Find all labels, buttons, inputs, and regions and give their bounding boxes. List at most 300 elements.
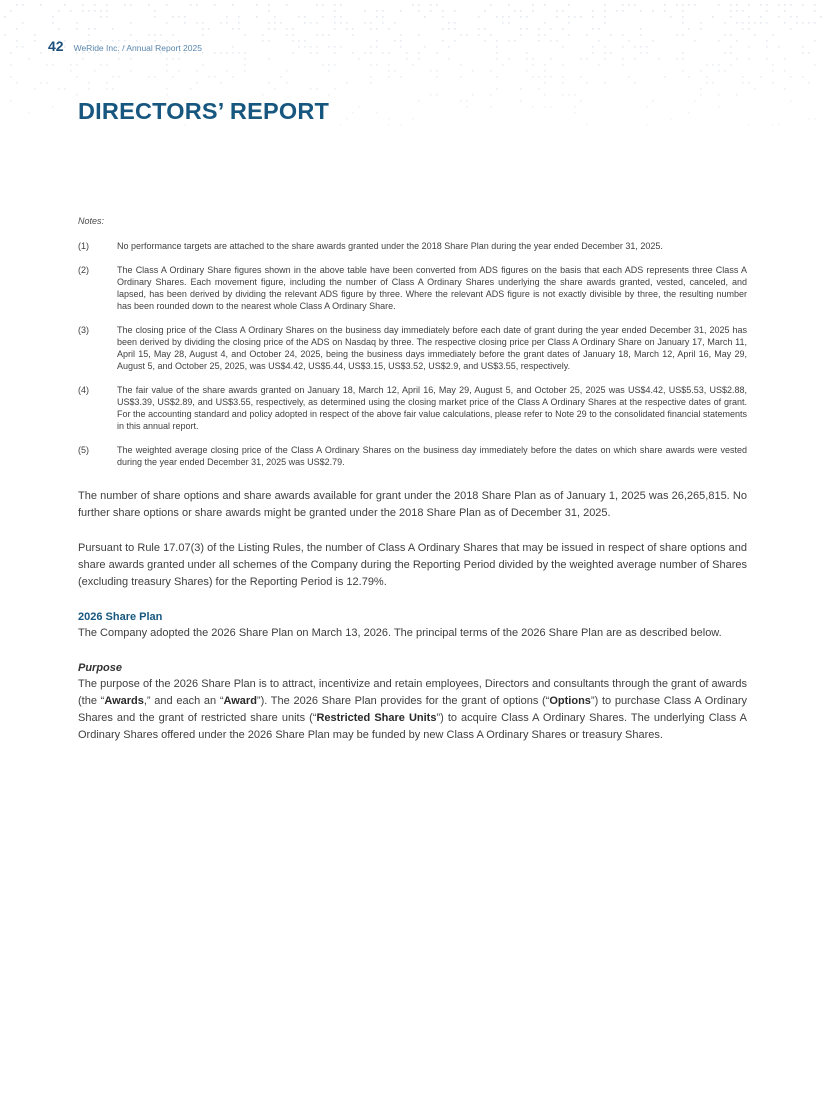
decorative-dot <box>286 82 288 84</box>
decorative-dot <box>304 22 306 24</box>
decorative-dot <box>208 28 210 30</box>
decorative-dot <box>46 82 48 84</box>
decorative-dot <box>16 28 18 30</box>
decorative-dot <box>448 58 450 60</box>
decorative-dot <box>724 70 726 72</box>
decorative-dot <box>682 52 684 54</box>
decorative-dot <box>808 22 810 24</box>
note-text: The Class A Ordinary Share figures shown in the above table have been converted from ADS figures on the basis that each ADS represents three Class A Ordinary Shares. Each movement figure, including the number of Class A Ordinary Shares underlying the share awards granted, vested, canceled, and lapsed, has been derived by dividing the relevant ADS figure by three. Where the relevant ADS figure is not exactly divisible by three, the resulting number has been rounded down to the nearest whole Class A Ordinary Share. <box>117 265 747 311</box>
decorative-dot <box>814 118 816 120</box>
decorative-dot <box>466 34 468 36</box>
decorative-dot <box>640 10 642 12</box>
decorative-dot <box>442 16 444 18</box>
decorative-dot <box>388 76 390 78</box>
decorative-dot <box>388 28 390 30</box>
decorative-dot <box>334 46 336 48</box>
decorative-dot <box>742 82 744 84</box>
decorative-dot <box>496 52 498 54</box>
decorative-dot <box>514 10 516 12</box>
decorative-dot <box>598 28 600 30</box>
decorative-dot <box>70 70 72 72</box>
decorative-dot <box>718 70 720 72</box>
decorative-dot <box>88 28 90 30</box>
decorative-dot <box>286 34 288 36</box>
decorative-dot <box>496 16 498 18</box>
decorative-dot <box>172 16 174 18</box>
decorative-dot <box>16 40 18 42</box>
decorative-dot <box>508 16 510 18</box>
defined-term-awards: Awards <box>104 695 144 707</box>
decorative-dot <box>304 40 306 42</box>
decorative-dot <box>334 28 336 30</box>
decorative-dot <box>40 82 42 84</box>
decorative-dot <box>730 34 732 36</box>
page-number: 42 <box>48 38 64 54</box>
decorative-dot <box>682 70 684 72</box>
decorative-dot <box>382 22 384 24</box>
decorative-dot <box>538 88 540 90</box>
note-text: No performance targets are attached to the share awards granted under the 2018 Share Plan during the year ended December 31, 2025. <box>117 241 663 251</box>
decorative-dot <box>418 10 420 12</box>
decorative-dot <box>622 10 624 12</box>
decorative-dot <box>82 4 84 6</box>
decorative-dot <box>166 64 168 66</box>
decorative-dot <box>436 94 438 96</box>
decorative-dot <box>532 106 534 108</box>
decorative-dot <box>790 76 792 78</box>
decorative-dot <box>328 94 330 96</box>
decorative-dot <box>316 34 318 36</box>
decorative-dot <box>226 22 228 24</box>
decorative-dot <box>166 22 168 24</box>
decorative-dot <box>610 34 612 36</box>
note-number: (2) <box>78 265 89 275</box>
decorative-dot <box>10 10 12 12</box>
decorative-dot <box>622 58 624 60</box>
decorative-dot <box>664 4 666 6</box>
decorative-dot <box>70 10 72 12</box>
decorative-dot <box>802 46 804 48</box>
note-number: (5) <box>78 445 89 455</box>
decorative-dot <box>130 22 132 24</box>
decorative-dot <box>82 10 84 12</box>
decorative-dot <box>244 52 246 54</box>
decorative-dot <box>784 70 786 72</box>
section-heading-2026-share-plan: 2026 Share Plan <box>78 611 163 623</box>
decorative-dot <box>166 4 168 6</box>
decorative-dot <box>388 124 390 126</box>
decorative-dot <box>496 46 498 48</box>
decorative-dot <box>634 4 636 6</box>
decorative-dot <box>688 28 690 30</box>
decorative-dot <box>628 4 630 6</box>
decorative-dot <box>604 16 606 18</box>
plan-intro-paragraph: The Company adopted the 2026 Share Plan on March 13, 2026. The principal terms of the 2026 Share Plan are as described below. <box>78 627 722 639</box>
decorative-dot <box>586 124 588 126</box>
decorative-dot <box>244 34 246 36</box>
decorative-dot <box>490 94 492 96</box>
decorative-dot <box>772 70 774 72</box>
decorative-dot <box>484 40 486 42</box>
decorative-dot <box>280 22 282 24</box>
decorative-dot <box>586 58 588 60</box>
decorative-dot <box>808 82 810 84</box>
decorative-dot <box>568 34 570 36</box>
decorative-dot <box>682 10 684 12</box>
decorative-dot <box>454 10 456 12</box>
decorative-dot <box>346 28 348 30</box>
decorative-dot <box>526 16 528 18</box>
decorative-dot <box>526 28 528 30</box>
decorative-dot <box>682 22 684 24</box>
decorative-dot <box>388 118 390 120</box>
decorative-dot <box>226 70 228 72</box>
decorative-dot <box>460 100 462 102</box>
decorative-dot <box>766 10 768 12</box>
defined-term-options: Options <box>549 695 591 707</box>
decorative-dot <box>76 64 78 66</box>
decorative-dot <box>406 58 408 60</box>
decorative-dot <box>268 82 270 84</box>
decorative-dot <box>778 16 780 18</box>
decorative-dot <box>334 88 336 90</box>
decorative-dot <box>544 94 546 96</box>
decorative-dot <box>490 34 492 36</box>
decorative-dot <box>562 28 564 30</box>
decorative-dot <box>196 22 198 24</box>
decorative-dot <box>694 40 696 42</box>
decorative-dot <box>388 64 390 66</box>
decorative-dot <box>394 70 396 72</box>
decorative-dot <box>460 76 462 78</box>
decorative-dot <box>778 124 780 126</box>
decorative-dot <box>202 52 204 54</box>
decorative-dot <box>730 16 732 18</box>
decorative-dot <box>580 76 582 78</box>
decorative-dot <box>514 40 516 42</box>
decorative-dot <box>502 22 504 24</box>
decorative-dot <box>586 34 588 36</box>
decorative-dot <box>496 40 498 42</box>
decorative-dot <box>292 40 294 42</box>
decorative-dot <box>346 82 348 84</box>
decorative-dot <box>520 10 522 12</box>
decorative-dot <box>688 76 690 78</box>
decorative-dot <box>508 4 510 6</box>
note-number: (3) <box>78 325 89 335</box>
decorative-dot <box>736 4 738 6</box>
decorative-dot <box>10 64 12 66</box>
decorative-dot <box>340 124 342 126</box>
decorative-dot <box>658 58 660 60</box>
decorative-dot <box>22 46 24 48</box>
decorative-dot <box>178 16 180 18</box>
decorative-dot <box>214 4 216 6</box>
decorative-dot <box>598 64 600 66</box>
decorative-dot <box>130 70 132 72</box>
decorative-dot <box>520 28 522 30</box>
decorative-dot <box>112 76 114 78</box>
decorative-dot <box>718 106 720 108</box>
decorative-dot <box>478 34 480 36</box>
decorative-dot <box>562 82 564 84</box>
decorative-dot <box>298 16 300 18</box>
decorative-dot <box>10 76 12 78</box>
decorative-dot <box>64 4 66 6</box>
decorative-dot <box>64 88 66 90</box>
decorative-dot <box>202 64 204 66</box>
decorative-dot <box>766 58 768 60</box>
decorative-dot <box>322 4 324 6</box>
decorative-dot <box>562 10 564 12</box>
decorative-dot <box>112 88 114 90</box>
decorative-dot <box>532 76 534 78</box>
note-item <box>78 444 747 468</box>
decorative-dot <box>394 40 396 42</box>
decorative-dot <box>196 4 198 6</box>
decorative-dot <box>220 22 222 24</box>
decorative-dot <box>400 46 402 48</box>
decorative-dot <box>640 28 642 30</box>
decorative-dot <box>544 70 546 72</box>
decorative-dot <box>118 58 120 60</box>
decorative-dot <box>688 112 690 114</box>
decorative-dot <box>730 10 732 12</box>
defined-term-award: Award <box>223 695 257 707</box>
decorative-dot <box>562 76 564 78</box>
decorative-dot <box>214 52 216 54</box>
decorative-dot <box>178 70 180 72</box>
decorative-dot <box>268 40 270 42</box>
decorative-dot <box>730 46 732 48</box>
decorative-dot <box>700 28 702 30</box>
decorative-dot <box>316 46 318 48</box>
decorative-dot <box>274 22 276 24</box>
decorative-dot <box>22 4 24 6</box>
decorative-dot <box>232 46 234 48</box>
decorative-dot <box>346 118 348 120</box>
decorative-dot <box>376 10 378 12</box>
decorative-dot <box>760 76 762 78</box>
decorative-dot <box>568 22 570 24</box>
decorative-dot <box>622 4 624 6</box>
decorative-dot <box>772 34 774 36</box>
decorative-dot <box>784 22 786 24</box>
decorative-dot <box>628 40 630 42</box>
decorative-dot <box>574 94 576 96</box>
decorative-dot <box>232 52 234 54</box>
decorative-dot <box>202 34 204 36</box>
decorative-dot <box>310 22 312 24</box>
decorative-dot <box>4 16 6 18</box>
decorative-dot <box>358 106 360 108</box>
decorative-dot <box>592 46 594 48</box>
decorative-dot <box>784 4 786 6</box>
decorative-dot <box>238 28 240 30</box>
decorative-dot <box>376 40 378 42</box>
decorative-dot <box>334 22 336 24</box>
decorative-dot <box>376 28 378 30</box>
decorative-dot <box>400 124 402 126</box>
decorative-dot <box>268 28 270 30</box>
decorative-dot <box>532 10 534 12</box>
decorative-dot <box>202 22 204 24</box>
decorative-dot <box>748 22 750 24</box>
decorative-dot <box>802 76 804 78</box>
decorative-dot <box>334 52 336 54</box>
decorative-dot <box>286 28 288 30</box>
decorative-dot <box>634 82 636 84</box>
decorative-dot <box>280 76 282 78</box>
decorative-dot <box>388 70 390 72</box>
decorative-dot <box>430 10 432 12</box>
decorative-dot <box>100 64 102 66</box>
decorative-dot <box>394 22 396 24</box>
decorative-dot <box>766 46 768 48</box>
decorative-dot <box>100 16 102 18</box>
decorative-dot <box>676 4 678 6</box>
decorative-dot <box>424 46 426 48</box>
decorative-dot <box>490 70 492 72</box>
decorative-dot <box>412 4 414 6</box>
share-availability-paragraph: The number of share options and share awards available for grant under the 2018 Share Plan as of January 1, 2025 was 26,265,815. No further share options or share awards might be granted under the 2018 Share Plan as of December 31, 2025. <box>78 490 747 519</box>
decorative-dot <box>226 52 228 54</box>
decorative-dot <box>370 64 372 66</box>
decorative-dot <box>238 16 240 18</box>
decorative-dot <box>622 46 624 48</box>
decorative-dot <box>760 22 762 24</box>
decorative-dot <box>430 94 432 96</box>
decorative-dot <box>106 82 108 84</box>
decorative-dot <box>556 16 558 18</box>
decorative-dot <box>178 58 180 60</box>
decorative-dot <box>640 34 642 36</box>
decorative-dot <box>694 4 696 6</box>
decorative-dot <box>646 46 648 48</box>
decorative-dot <box>586 82 588 84</box>
decorative-dot <box>262 94 264 96</box>
decorative-dot <box>28 112 30 114</box>
decorative-dot <box>16 46 18 48</box>
decorative-dot <box>76 94 78 96</box>
decorative-dot <box>460 64 462 66</box>
decorative-dot <box>526 70 528 72</box>
decorative-dot <box>706 76 708 78</box>
decorative-dot <box>508 58 510 60</box>
decorative-dot <box>790 100 792 102</box>
decorative-dot <box>148 76 150 78</box>
decorative-dot <box>748 4 750 6</box>
decorative-dot <box>196 82 198 84</box>
decorative-dot <box>82 58 84 60</box>
decorative-dot <box>814 10 816 12</box>
decorative-dot <box>748 46 750 48</box>
decorative-dot <box>172 34 174 36</box>
decorative-dot <box>640 52 642 54</box>
decorative-dot <box>118 76 120 78</box>
decorative-dot <box>112 28 114 30</box>
decorative-dot <box>730 4 732 6</box>
decorative-dot <box>676 58 678 60</box>
decorative-dot <box>436 52 438 54</box>
decorative-dot <box>274 28 276 30</box>
decorative-dot <box>712 16 714 18</box>
decorative-dot <box>262 40 264 42</box>
decorative-dot <box>790 28 792 30</box>
decorative-dot <box>202 28 204 30</box>
decorative-dot <box>316 88 318 90</box>
decorative-dot <box>574 112 576 114</box>
decorative-dot <box>34 40 36 42</box>
decorative-dot <box>742 10 744 12</box>
decorative-dot <box>328 34 330 36</box>
decorative-dot <box>304 16 306 18</box>
decorative-dot <box>784 58 786 60</box>
purpose-text: ,” and each an “ <box>143 695 224 707</box>
decorative-dot <box>610 52 612 54</box>
decorative-dot <box>130 34 132 36</box>
decorative-dot <box>814 64 816 66</box>
decorative-dot <box>418 34 420 36</box>
decorative-dot <box>718 64 720 66</box>
decorative-dot <box>310 52 312 54</box>
decorative-dot <box>46 64 48 66</box>
decorative-dot <box>718 40 720 42</box>
decorative-dot <box>244 64 246 66</box>
decorative-dot <box>646 124 648 126</box>
decorative-dot <box>472 94 474 96</box>
decorative-dot <box>802 52 804 54</box>
decorative-dot <box>742 28 744 30</box>
decorative-dot <box>352 34 354 36</box>
decorative-dot <box>808 118 810 120</box>
decorative-dot <box>604 58 606 60</box>
decorative-dot <box>334 4 336 6</box>
decorative-dot <box>376 64 378 66</box>
decorative-dot <box>52 16 54 18</box>
decorative-dot <box>364 52 366 54</box>
decorative-dot <box>226 16 228 18</box>
decorative-dot <box>232 76 234 78</box>
decorative-dot <box>604 4 606 6</box>
decorative-dot <box>766 40 768 42</box>
decorative-dot <box>700 88 702 90</box>
decorative-dot <box>106 16 108 18</box>
note-text: The closing price of the Class A Ordinary Shares on the business day immediately before each date of grant during the year ended December 31, 2025 has been derived by dividing the closing price of the ADS on Nasdaq by three. The respective closing price per Class A Ordinary Share on January 17, March 11, April 15, May 28, August 4, and October 24, 2025, being the business days immediately before the grant dates of January 18, March 12, April 16, May 29, August 5, and October 25, 2025, was US$4.42, US$5.44, US$3.15, US$3.52, US$2.9, and US$3.55, respectively. <box>117 325 747 371</box>
decorative-dot <box>652 10 654 12</box>
decorative-dot <box>238 52 240 54</box>
decorative-dot <box>466 106 468 108</box>
decorative-dot <box>772 64 774 66</box>
decorative-dot <box>808 52 810 54</box>
decorative-dot <box>274 16 276 18</box>
decorative-dot <box>742 22 744 24</box>
decorative-dot <box>292 28 294 30</box>
decorative-dot <box>70 64 72 66</box>
decorative-dot <box>520 100 522 102</box>
decorative-dot <box>526 52 528 54</box>
decorative-dot <box>124 4 126 6</box>
decorative-dot <box>550 28 552 30</box>
decorative-dot <box>538 40 540 42</box>
decorative-dot <box>646 106 648 108</box>
decorative-dot <box>574 16 576 18</box>
decorative-dot <box>814 40 816 42</box>
decorative-dot <box>532 58 534 60</box>
decorative-dot <box>406 52 408 54</box>
decorative-dot <box>736 94 738 96</box>
decorative-dot <box>298 40 300 42</box>
